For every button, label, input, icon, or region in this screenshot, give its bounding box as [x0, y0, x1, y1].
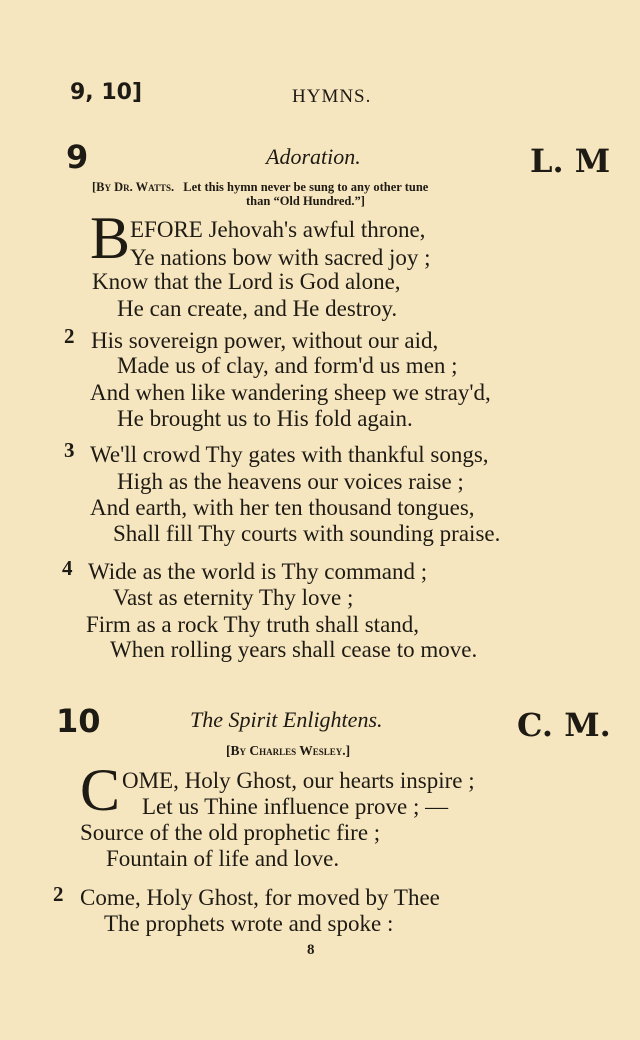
verse-line: The prophets wrote and spoke : — [104, 911, 394, 936]
verse-line: Source of the old prophetic fire ; — [80, 820, 381, 845]
verse-line: He can create, and He destroy. — [117, 296, 398, 321]
verse-line: When rolling years shall cease to move. — [110, 637, 478, 662]
verse-line: And earth, with her ten thousand tongues, — [90, 495, 475, 520]
hymn-title: The Spirit Enlightens. — [190, 707, 383, 732]
hymn-title: Adoration. — [266, 144, 361, 169]
drop-cap: C — [80, 757, 121, 823]
verse-line: OME, Holy Ghost, our hearts inspire ; — [122, 768, 475, 793]
verse-line: Vast as eternity Thy love ; — [113, 585, 354, 610]
verse-line: Ye nations bow with sacred joy ; — [130, 245, 431, 270]
hymn-meter: L. M — [530, 142, 611, 180]
hymn-number: 9 — [66, 138, 89, 176]
verse-line: And when like wandering sheep we stray'd, — [90, 380, 491, 405]
verse-line: Let us Thine influence prove ; — — [142, 794, 449, 819]
hymn-meter: C. M. — [517, 706, 611, 744]
page-number: 8 — [307, 942, 315, 958]
hymn-number: 10 — [56, 702, 101, 740]
verse-number: 2 — [53, 882, 64, 906]
verse-line: Made us of clay, and form'd us men ; — [117, 353, 458, 378]
verse-line: His sovereign power, without our aid, — [91, 328, 439, 353]
verse-line: Fountain of life and love. — [106, 846, 340, 871]
verse-number: 4 — [62, 556, 73, 580]
verse-line: Firm as a rock Thy truth shall stand, — [86, 612, 420, 637]
drop-cap: B — [90, 205, 131, 271]
running-title: HYMNS. — [292, 86, 372, 107]
verse-line: He brought us to His fold again. — [117, 406, 413, 431]
verse-line: Come, Holy Ghost, for moved by Thee — [80, 885, 440, 910]
attribution: [By Charles Wesley.] — [226, 743, 351, 758]
verse-line: Shall fill Thy courts with sounding praise. — [113, 521, 501, 546]
verse-number: 3 — [64, 438, 75, 462]
verse-line: EFORE Jehovah's awful throne, — [130, 217, 426, 242]
page-range: 9, 10] — [70, 80, 142, 105]
verse-line: Know that the Lord is God alone, — [92, 269, 401, 294]
verse-line: High as the heavens our voices raise ; — [117, 469, 464, 494]
verse-number: 2 — [64, 324, 75, 348]
verse-line: Wide as the world is Thy command ; — [88, 559, 428, 584]
attribution-note: Let this hymn never be sung to any other tune — [183, 180, 429, 194]
verse-line: We'll crowd Thy gates with thankful songs, — [90, 442, 489, 467]
attribution — [92, 181, 428, 194]
attribution-note-cont: than “Old Hundred.”] — [246, 194, 365, 208]
attribution-author: [By Dr. Watts. — [92, 180, 175, 194]
